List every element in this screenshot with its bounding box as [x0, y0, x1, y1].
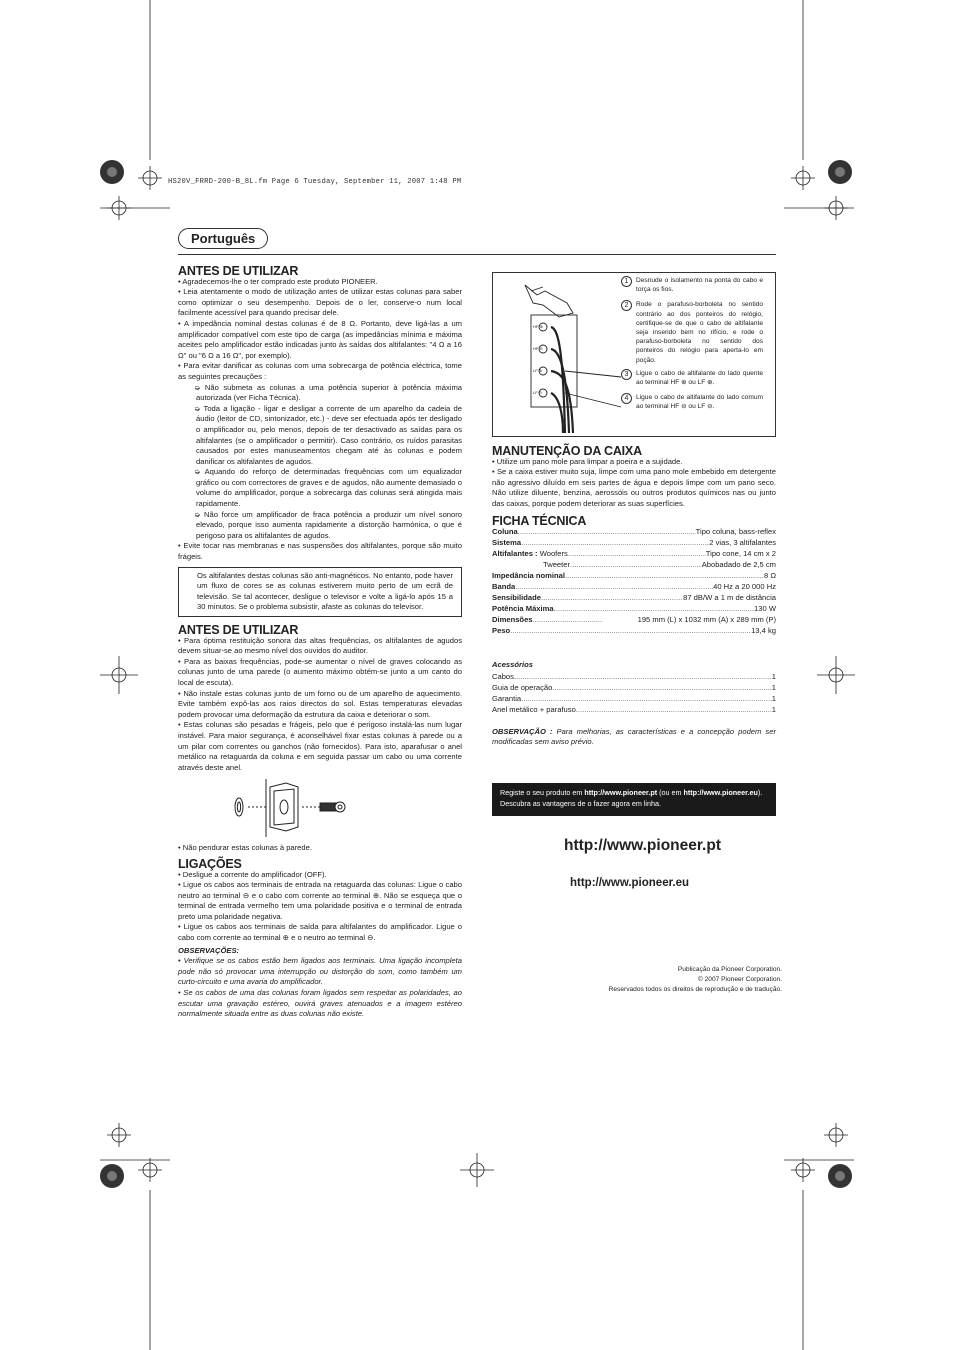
- section-title-manutencao: MANUTENÇÃO DA CAIXA: [492, 444, 642, 458]
- precaution-item: ➭ Toda a ligação - ligar e desligar a corrente de um aparelho da cadeia de áudio (leitor de CD, sintonizador, etc.) - deve ser efectuada após ter desligado o amplificador ou, pelo menos, depois de ter desactivado as saídas para os altifalantes (se o amplificador o permitir). Caso contrário, os ruídos parasitas causados por estes manuseamentos chegam até às colunas e podem danificar os altifalantes de agudos.: [194, 403, 462, 466]
- paragraph: • Ligue os cabos aos terminais de entrada na retaguarda das colunas: Ligue o cabo neutro ao terminal ⊖ e o cabo com corrente ao terminal ⊕. Não se esqueça que o terminal de entrada vermelho tem uma polaridade positiva e o terminal de entrada preto uma polaridade negativa.: [178, 880, 462, 921]
- spec-row: Sensibilidade ..... 87 dB/W a 1 m de distância: [492, 592, 776, 603]
- paragraph: • Evite tocar nas membranas e nas suspensões dos altifalantes, porque são muito frágeis.: [178, 541, 462, 562]
- step-number: 2: [621, 300, 632, 311]
- register-link-pt[interactable]: http://www.pioneer.pt: [584, 788, 658, 797]
- warning-box: Os altifalantes destas colunas são anti-magnéticos. No entanto, pode haver um fluxo de cores se as colunas estiverem muito perto de um ecrã de televisão. Se tal acontecer, desligue o televisor e volte a ligá-lo após 15 a 30 minutos. Se o problema subsistir, afaste as colunas do televisor.: [178, 567, 462, 617]
- website-url-eu[interactable]: http://www.pioneer.eu: [570, 877, 690, 889]
- paragraph: • Leia atentamente o modo de utilização antes de utilizar estas colunas para saber como optimizar o seu desempenho. Depois de o ler, conserve-o num local facilmente acessível para quando precisar dele.: [178, 287, 462, 318]
- spec-row: Altifalantes : Woofers ..... Tipo cone, 14 cm x 2: [492, 548, 776, 559]
- connection-diagram: [492, 272, 776, 437]
- spec-row: Banda ..... 40 Hz a 20 000 Hz: [492, 581, 776, 592]
- paragraph: • A impedância nominal destas colunas é de 8 Ω. Portanto, deve ligá-las a um amplificador compatível com este tipo de carga (as impedâncias mínima e máxima aceites pelo amplificador estão indicadas junto às saídas dos altifalantes: "4 Ω a 16 Ω" ou "6 Ω a 16 Ω", por exemplo).: [178, 318, 462, 360]
- step-item: 1 Desnude o isolamento na ponta do cabo e torça os fios.: [621, 276, 763, 294]
- paragraph: • Para evitar danificar as colunas com uma sobrecarga de potência eléctrica, tome as seguintes precauções :: [178, 361, 462, 381]
- observation-note: OBSERVAÇÃO : Para melhorias, as características e a concepção podem ser modificadas sem aviso prévio.: [492, 726, 776, 747]
- terminal-label: HF ⊖: [533, 346, 543, 351]
- terminal-label: LF ⊖: [533, 390, 543, 395]
- section-title-ligacoes: LIGAÇÕES: [178, 856, 242, 871]
- accessories-list: [492, 671, 776, 715]
- paragraph: • Não instale estas colunas junto de um forno ou de um aparelho de aquecimento. Evite também expô-las aos raios directos do sol. Estas temperaturas elevadas podem provocar uma deformação da estrutura da caixa e deteriorar o som.: [178, 688, 462, 719]
- obs-item: • Se os cabos de uma das colunas foram ligados sem respeitar as polaridades, ao escutar uma gravação estéreo, ouvirá graves atenuados e a imagem estéreo normalmente situada entre as duas colunas não existe.: [178, 988, 462, 1019]
- step-number: 1: [621, 276, 632, 287]
- section-title-ficha: FICHA TÉCNICA: [492, 513, 587, 528]
- terminal-label: HF ⊕: [533, 324, 543, 329]
- accessory-row: Guia de operação ..... 1: [492, 682, 776, 693]
- language-tab: Português: [178, 228, 268, 249]
- accessory-row: Cabos ..... 1: [492, 671, 776, 682]
- right-column: [492, 446, 776, 748]
- step-item: 4 Ligue o cabo de altifalante do lado comum ao terminal HF ⊖ ou LF ⊖.: [621, 393, 763, 411]
- website-url-pt[interactable]: http://www.pioneer.pt: [564, 837, 721, 854]
- paragraph: • Se a caixa estiver muito suja, limpe com uma pano mole embebido em detergente não agressivo diluído em seis partes de água e depois limpe com um pano seco. Não utilize diluente, benzina, aerossóis ou outros produtos químicos nas ou junto das caixas, porque podem deteriorar as suas superfícies.: [492, 467, 776, 508]
- left-column: [178, 266, 462, 1020]
- step-number: 4: [621, 393, 632, 404]
- terminal-panel-illustration: [493, 273, 628, 436]
- spec-row: Peso ..... 13,4 kg: [492, 625, 776, 636]
- step-list: [621, 276, 763, 412]
- terminal-label: LF ⊕: [533, 368, 543, 373]
- spec-row: Tweeter ..... Abobadado de 2,5 cm: [492, 559, 776, 570]
- spec-row: Sistema ..... 2 vias, 3 altifalantes: [492, 537, 776, 548]
- obs-title: OBSERVAÇÕES:: [178, 945, 240, 955]
- step-item: 3 Ligue o cabo de altifalante do lado quente ao terminal HF ⊕ ou LF ⊕.: [621, 369, 763, 387]
- paragraph: • Para as baixas frequências, pode-se aumentar o nível de graves colocando as colunas junto de uma parede (o aumento máximo obtém-se junto a um canto do local de escuta).: [178, 656, 462, 687]
- spec-table: [492, 526, 776, 636]
- wall-ring-figure: [178, 775, 462, 841]
- paragraph: • Estas colunas são pesadas e frágeis, pelo que é perigoso instalá-las num lugar instável. Para maior segurança, é aconselhável fixar estas colunas à parede ou a um pilar com correntes ou ganchos (não fornecidos). Para isto, aparafusar o anel metálico na retaguarda da coluna e em seguida passar um cabo ou uma corrente através deste anel.: [178, 720, 462, 772]
- step-item: 2 Rode o parafuso-borboleta no sentido contrário ao dos ponteiros do relógio, certifique-se de que o cabo de altifalante seja inserido bem no rifício, e rode o parafuso-borboleta no sentido dos ponteiros do relógio para aperta-lo em poção.: [621, 300, 763, 364]
- accessory-row: Garantia ..... 1: [492, 693, 776, 704]
- spec-row: Coluna ..... Tipo coluna, bass-reflex: [492, 526, 776, 537]
- spec-row: Potência Máxima ..... 130 W: [492, 603, 776, 614]
- paragraph: • Agradecemos-lhe o ter comprado este produto PIONEER.: [178, 276, 378, 286]
- register-banner: Registe o seu produto em http://www.pioneer.pt (ou em http://www.pioneer.eu). Descubra as vantagens de o fazer agora em linha.: [492, 783, 776, 816]
- section-title-antes: ANTES DE UTILIZAR: [178, 264, 299, 278]
- step-number: 3: [621, 369, 632, 380]
- paragraph: • Utilize um pano mole para limpar a poeira e a sujidade.: [492, 456, 683, 466]
- spec-row: Dimensões ..... 195 mm (L) x 1032 mm (A) x 289 mm (P): [492, 614, 776, 625]
- accessories-title: Acessórios: [492, 660, 533, 670]
- register-link-eu[interactable]: http://www.pioneer.eu: [683, 788, 758, 797]
- header-rule: [178, 254, 776, 255]
- precaution-item: ➭ Não submeta as colunas a uma potência superior à potência máxima autorizada (ver Ficha Técnica).: [194, 382, 462, 403]
- accessory-row: Anel metálico + parafuso ..... 1: [492, 704, 776, 715]
- file-header: HS20V_FRRD-200-B_8L.fm Page 6 Tuesday, September 11, 2007 1:48 PM: [168, 178, 462, 186]
- section-title-antes-2: ANTES DE UTILIZAR: [178, 623, 299, 637]
- paragraph: • Não pendurar estas colunas à parede.: [178, 843, 312, 853]
- paragraph: • Ligue os cabos aos terminais de saída para altifalantes do amplificador. Ligue o cabo com corrente ao terminal ⊕ e o neutro ao terminal ⊖.: [178, 922, 462, 943]
- publication-notice: Publicação da Pioneer Corporation. © 2007 Pioneer Corporation. Reservados todos os direitos de reprodução e de tradução.: [608, 966, 782, 993]
- precaution-item: ➭ Aquando do reforço de determinadas frequências com um equalizador gráfico ou com correctores de graves e de agudos, não aumente demasiado o volume do amplificador, porque a sobrecarga das colunas será atingida mais rapidamente.: [194, 467, 462, 509]
- spec-row: Impedância nominal ..... 8 Ω: [492, 570, 776, 581]
- obs-item: • Verifique se os cabos estão bem ligados aos terminais. Uma ligação incompleta pode não só provocar uma interrupção ou distorção do som, como também um curto-circuito e uma avaria do amplificador.: [178, 956, 462, 987]
- paragraph: • Para óptima restituição sonora das altas frequências, os altifalantes de agudos devem situar-se ao mesmo nível dos ouvidos do auditor.: [178, 635, 462, 656]
- precaution-item: ➭ Não force um amplificador de fraca potência a produzir um nível sonoro elevado, porque isso aumenta rapidamente a distorção harmónica, o que é perigoso para os altifalantes de agudos.: [194, 509, 462, 540]
- paragraph: • Desligue a corrente do amplificador (OFF).: [178, 869, 327, 879]
